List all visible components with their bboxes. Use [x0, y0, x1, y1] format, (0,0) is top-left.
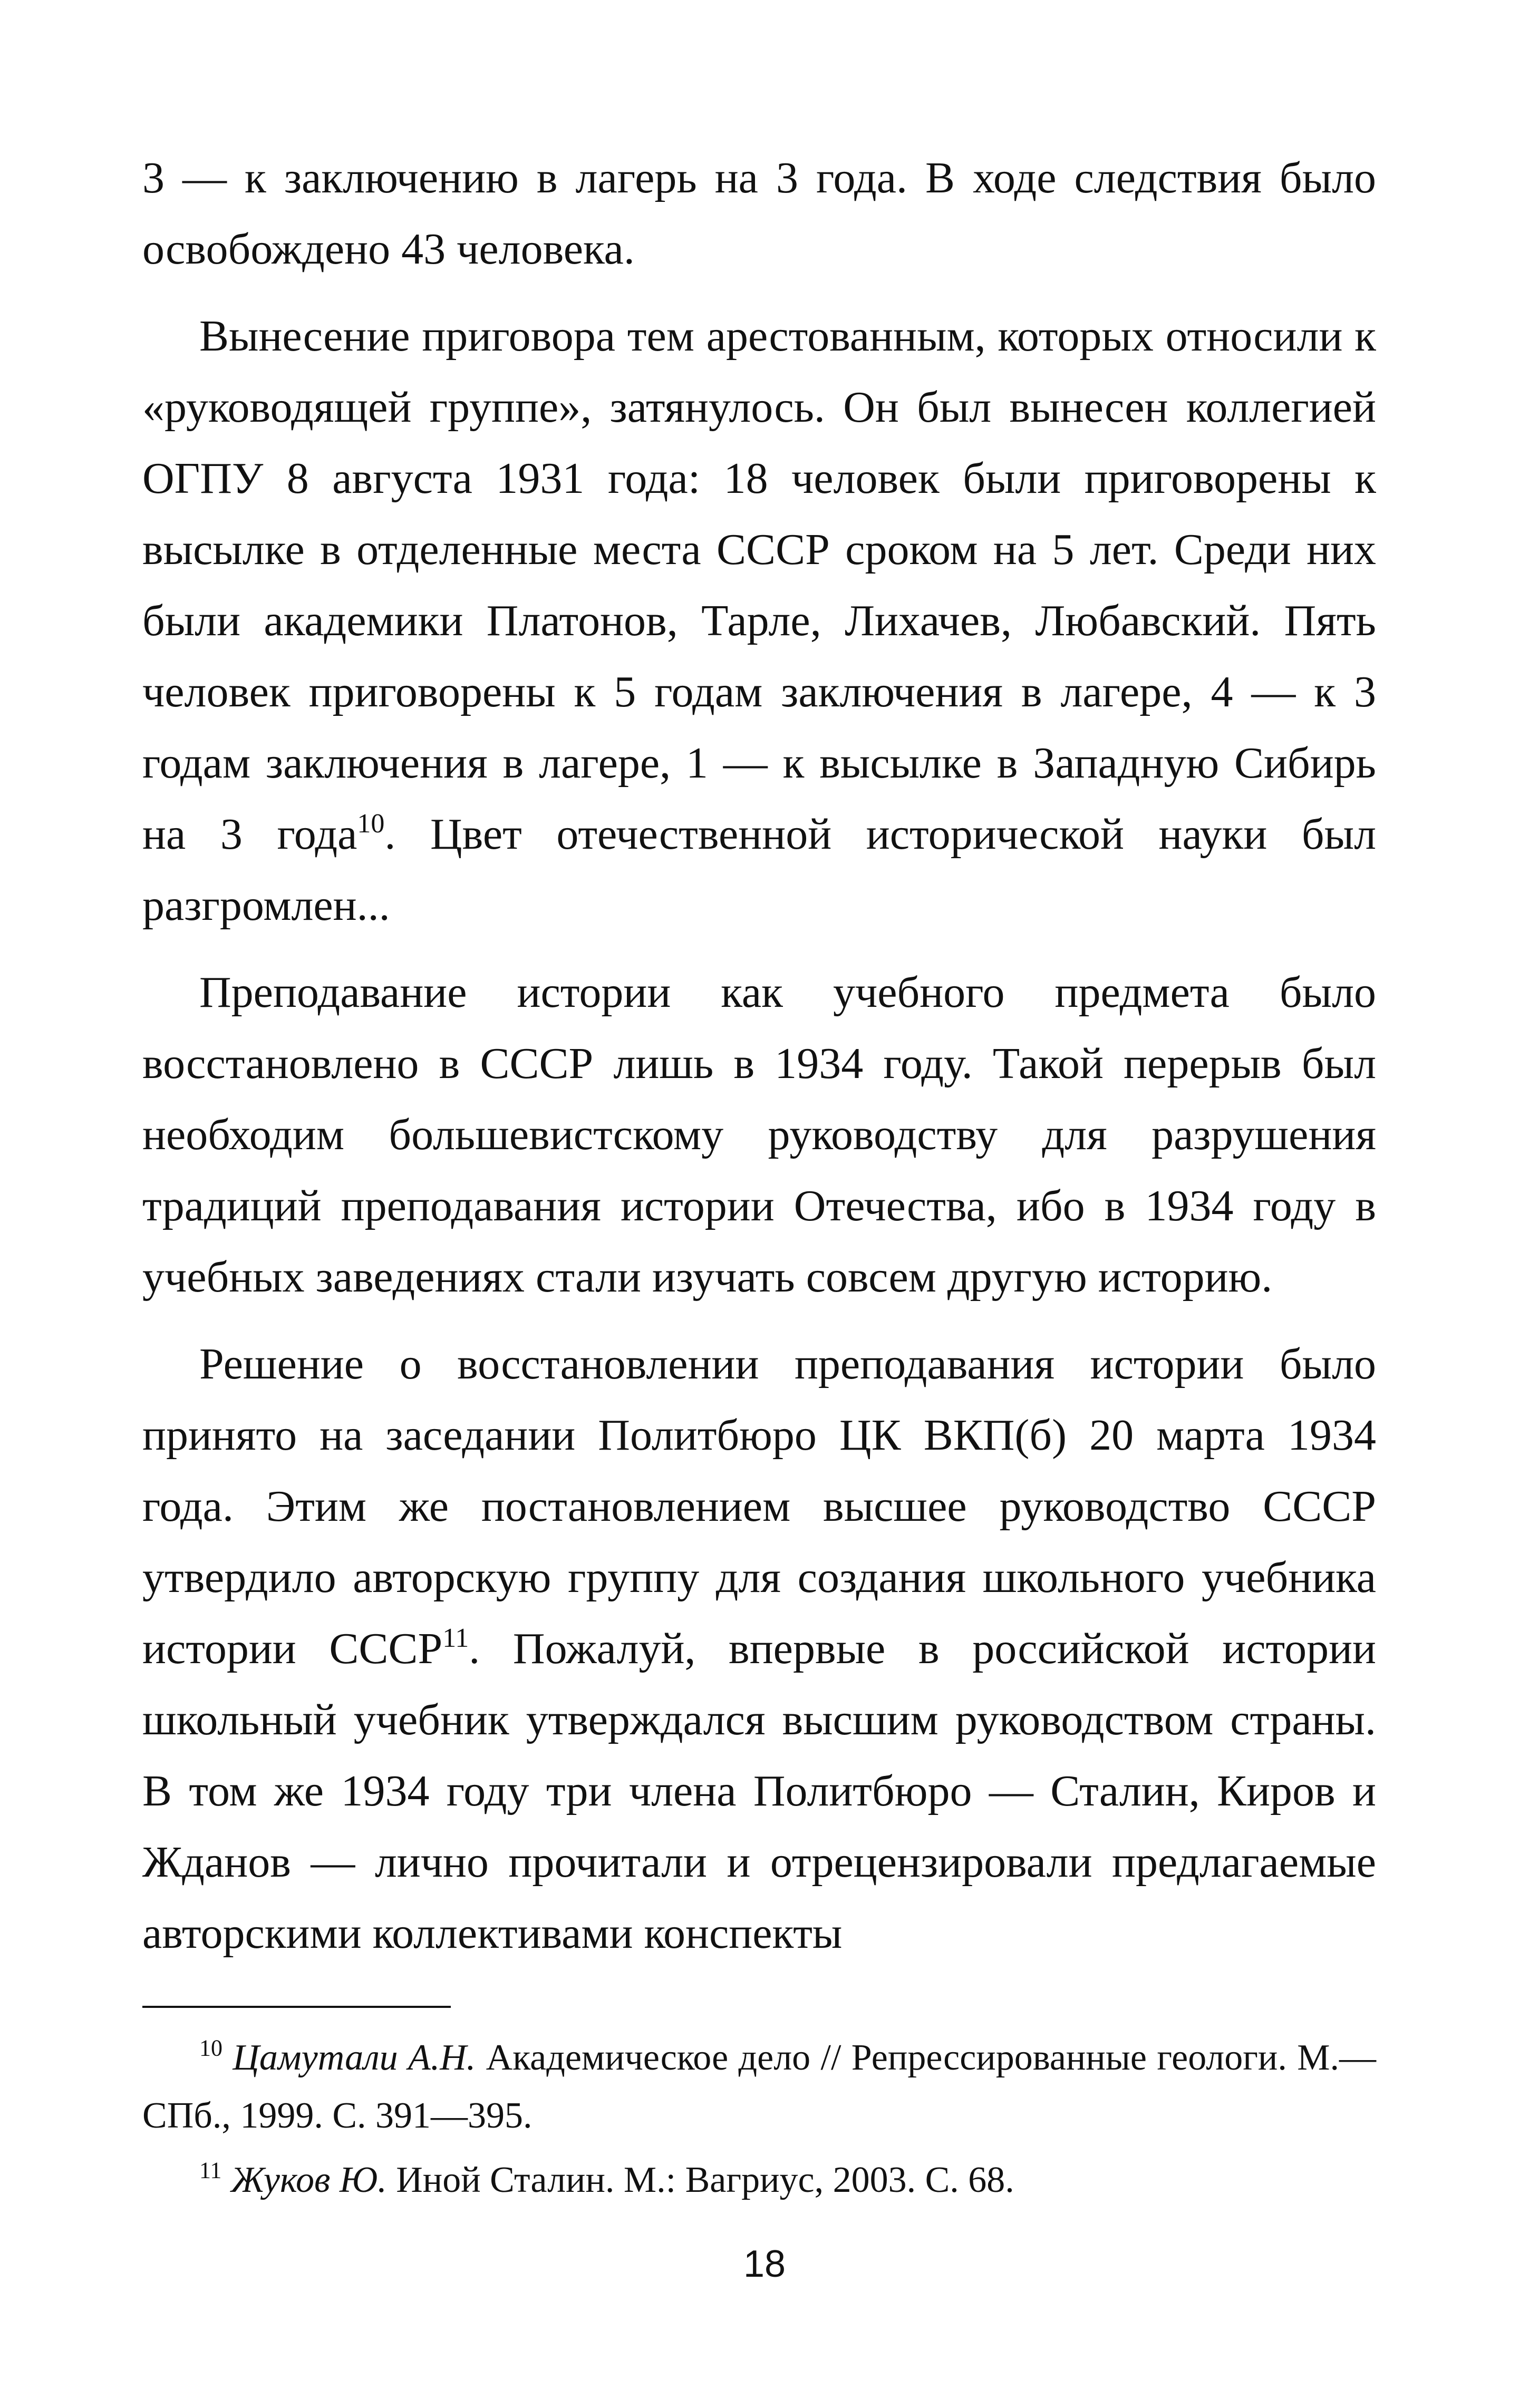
paragraph-4: [142, 1328, 1376, 1969]
footnote-10: [142, 2029, 1376, 2145]
paragraph-3: [142, 957, 1376, 1313]
footnote-text: Академическое дело // Репрессированные геологи. М.—СПб., 1999. С. 391—395.: [142, 2037, 1376, 2136]
footnotes: [142, 2029, 1376, 2209]
paragraph-text: Преподавание истории как учебного предмета было восстановлено в СССР лишь в 1934 году. Такой перерыв был необходим большевистскому руководству для разрушения традиций преподавания истории Отечества, ибо в 1934 году в учебных заведениях стали изучать совсем другую историю.: [142, 968, 1376, 1302]
footnote-ref-10[interactable]: 10: [357, 808, 385, 839]
footnote-author: Цамутали А.Н.: [233, 2037, 476, 2078]
footnote-number: 11: [199, 2157, 222, 2183]
paragraph-2: [142, 300, 1376, 941]
footnote-number: 10: [199, 2035, 222, 2061]
paragraph-1: [142, 142, 1376, 285]
page-number: 18: [743, 2243, 786, 2285]
footnote-ref-11[interactable]: 11: [442, 1623, 469, 1653]
book-page: [142, 142, 1376, 2209]
body-text: [142, 142, 1376, 1969]
paragraph-text: . Пожалуй, впервые в российской истории школьный учебник утверждался высшим руководством страны. В том же 1934 году три члена Политбюро — Сталин, Киров и Жданов — лично прочитали и отрецензировали предлагаемые авторскими коллективами конспекты: [142, 1624, 1376, 1958]
footnote-author: Жуков Ю.: [230, 2160, 387, 2200]
paragraph-text: . Цвет отечественной исторической науки был разгромлен...: [142, 810, 1376, 930]
footnote-11: [142, 2151, 1376, 2209]
paragraph-text: 3 — к заключению в лагерь на 3 года. В ходе следствия было освобождено 43 человека.: [142, 153, 1376, 274]
footnote-divider: [142, 2006, 451, 2008]
footnote-text: Иной Сталин. М.: Вагриус, 2003. С. 68.: [386, 2160, 1014, 2200]
paragraph-text: Решение о восстановлении преподавания истории было принято на заседании Политбюро ЦК ВКП(б) 20 марта 1934 года. Этим же постановлением высшее руководство СССР утвердило авторскую группу для создания школьного учебника истории СССР: [142, 1339, 1376, 1673]
paragraph-text: Вынесение приговора тем арестованным, которых относили к «руководящей группе», затянулось. Он был вынесен коллегией ОГПУ 8 августа 1931 года: 18 человек были приговорены к высылке в отделенные места СССР сроком на 5 лет. Среди них были академики Платонов, Тарле, Лихачев, Любавский. Пять человек приговорены к 5 годам заключения в лагере, 4 — к 3 годам заключения в лагере, 1 — к высылке в Западную Сибирь на 3 года: [142, 312, 1376, 859]
